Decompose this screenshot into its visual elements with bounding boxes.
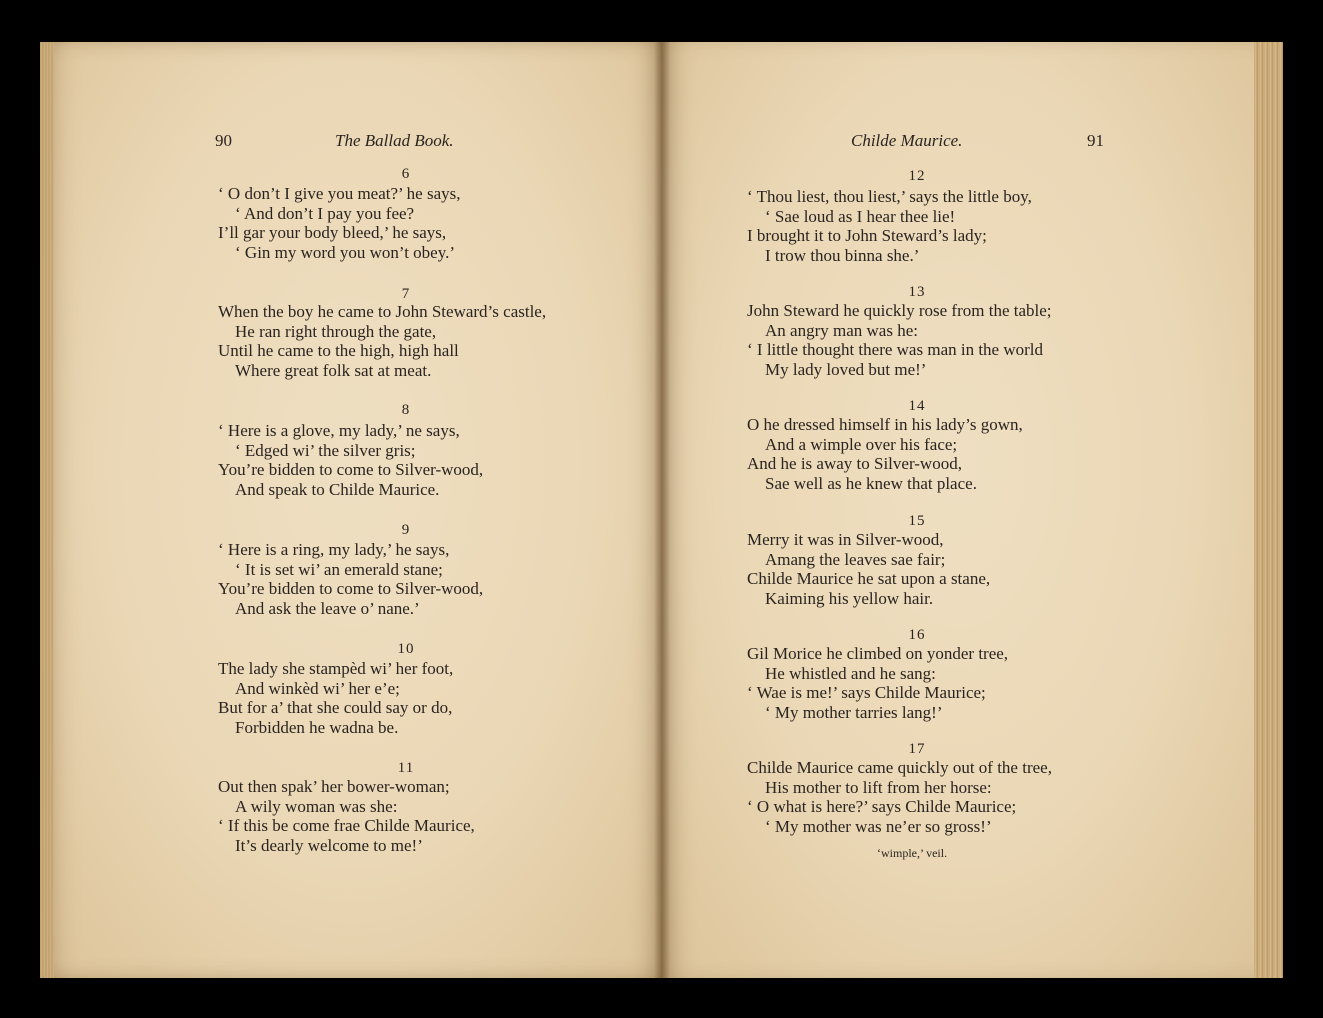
- verse-line: O he dressed himself in his lady’s gown,: [747, 415, 1023, 434]
- verse-line: Until he came to the high, high hall: [218, 341, 459, 361]
- right-page-edges: [1254, 42, 1283, 978]
- stanza-number: 9: [401, 522, 411, 538]
- verse-line: ‘ Here is a ring, my lady,’ he says,: [218, 540, 450, 559]
- verse-line: ‘ If this be come frae Childe Maurice,: [218, 816, 475, 836]
- verse-line: My lady loved but me!’: [765, 360, 927, 380]
- stanza-number: 15: [908, 513, 926, 529]
- verse-line: ‘ And don’t I pay you fee?: [235, 203, 415, 223]
- verse-line: And he is away to Silver-wood,: [747, 454, 962, 474]
- verse-line: ‘ My mother tarries lang!’: [765, 703, 943, 723]
- verse-line: ‘ It is set wi’ an emerald stane;: [235, 559, 443, 579]
- stanza-number: 17: [908, 741, 926, 757]
- verse-line: He whistled and he sang:: [765, 663, 936, 683]
- stanza-number: 10: [397, 641, 415, 657]
- verse-line: Childe Maurice he sat upon a stane,: [747, 569, 991, 589]
- verse-line: ‘ O don’t I give you meat?’ he says,: [218, 184, 461, 203]
- verse-line: He ran right through the gate,: [235, 321, 437, 341]
- verse-line: But for a’ that she could say or do,: [218, 698, 453, 718]
- verse-line: Merry it was in Silver-wood,: [747, 530, 944, 549]
- verse-line: ‘ Thou liest, thou liest,’ says the little boy,: [747, 187, 1032, 206]
- verse-line: Forbidden he wadna be.: [235, 718, 399, 738]
- verse-line: His mother to lift from her horse:: [765, 777, 992, 797]
- stanza-number: 11: [397, 760, 415, 776]
- stanza-number: 7: [401, 286, 411, 302]
- left-running-head: The Ballad Book.: [335, 131, 454, 150]
- verse-line: You’re bidden to come to Silver-wood,: [218, 579, 484, 599]
- verse-line: It’s dearly welcome to me!’: [235, 836, 423, 856]
- verse-line: Childe Maurice came quickly out of the tree,: [747, 758, 1052, 777]
- verse-line: ‘ My mother was ne’er so gross!’: [765, 817, 992, 837]
- verse-line: Gil Morice he climbed on yonder tree,: [747, 644, 1009, 663]
- verse-line: ‘ Here is a glove, my lady,’ ne says,: [218, 421, 460, 440]
- verse-line: And a wimple over his face;: [765, 434, 958, 454]
- verse-line: ‘ Gin my word you won’t obey.’: [235, 243, 456, 263]
- verse-line: The lady she stampèd wi’ her foot,: [218, 659, 454, 678]
- verse-line: ‘ O what is here?’ says Childe Maurice;: [747, 797, 1017, 817]
- verse-line: A wily woman was she:: [235, 796, 398, 816]
- verse-line: And speak to Childe Maurice.: [235, 480, 440, 500]
- verse-line: ‘ Edged wi’ the silver gris;: [235, 440, 416, 460]
- verse-line: Amang the leaves sae fair;: [765, 549, 946, 569]
- open-book: [40, 42, 1283, 978]
- stanza-number: 14: [908, 398, 926, 414]
- stanza-number: 6: [401, 166, 411, 182]
- verse-line: John Steward he quickly rose from the table;: [747, 301, 1052, 320]
- verse-line: ‘ Sae loud as I hear thee lie!: [765, 206, 956, 226]
- stanza-number: 8: [401, 402, 411, 418]
- verse-line: When the boy he came to John Steward’s castle,: [218, 302, 547, 321]
- footnote: ‘wimple,’ veil.: [877, 846, 948, 860]
- left-page-number: 90: [215, 131, 232, 150]
- stanza-number: 13: [908, 284, 926, 300]
- book-gutter: [654, 42, 670, 978]
- verse-line: And ask the leave o’ nane.’: [235, 599, 420, 619]
- verse-line: I’ll gar your body bleed,’ he says,: [218, 223, 447, 243]
- verse-line: I brought it to John Steward’s lady;: [747, 226, 987, 246]
- right-page: [662, 42, 1254, 978]
- verse-line: You’re bidden to come to Silver-wood,: [218, 460, 484, 480]
- verse-line: I trow thou binna she.’: [765, 246, 920, 266]
- verse-line: And winkèd wi’ her e’e;: [235, 678, 400, 698]
- verse-line: Where great folk sat at meat.: [235, 361, 432, 381]
- right-running-head: Childe Maurice.: [851, 131, 963, 150]
- right-page-number: 91: [1087, 131, 1104, 150]
- verse-line: Sae well as he knew that place.: [765, 474, 977, 494]
- verse-line: ‘ I little thought there was man in the world: [747, 340, 1044, 360]
- verse-line: An angry man was he:: [765, 320, 918, 340]
- stanza-number: 16: [908, 627, 926, 643]
- left-page-edges: [40, 42, 54, 978]
- verse-line: Kaiming his yellow hair.: [765, 589, 934, 609]
- verse-line: Out then spak’ her bower-woman;: [218, 777, 450, 796]
- verse-line: ‘ Wae is me!’ says Childe Maurice;: [747, 683, 986, 703]
- stanza-number: 12: [908, 168, 926, 184]
